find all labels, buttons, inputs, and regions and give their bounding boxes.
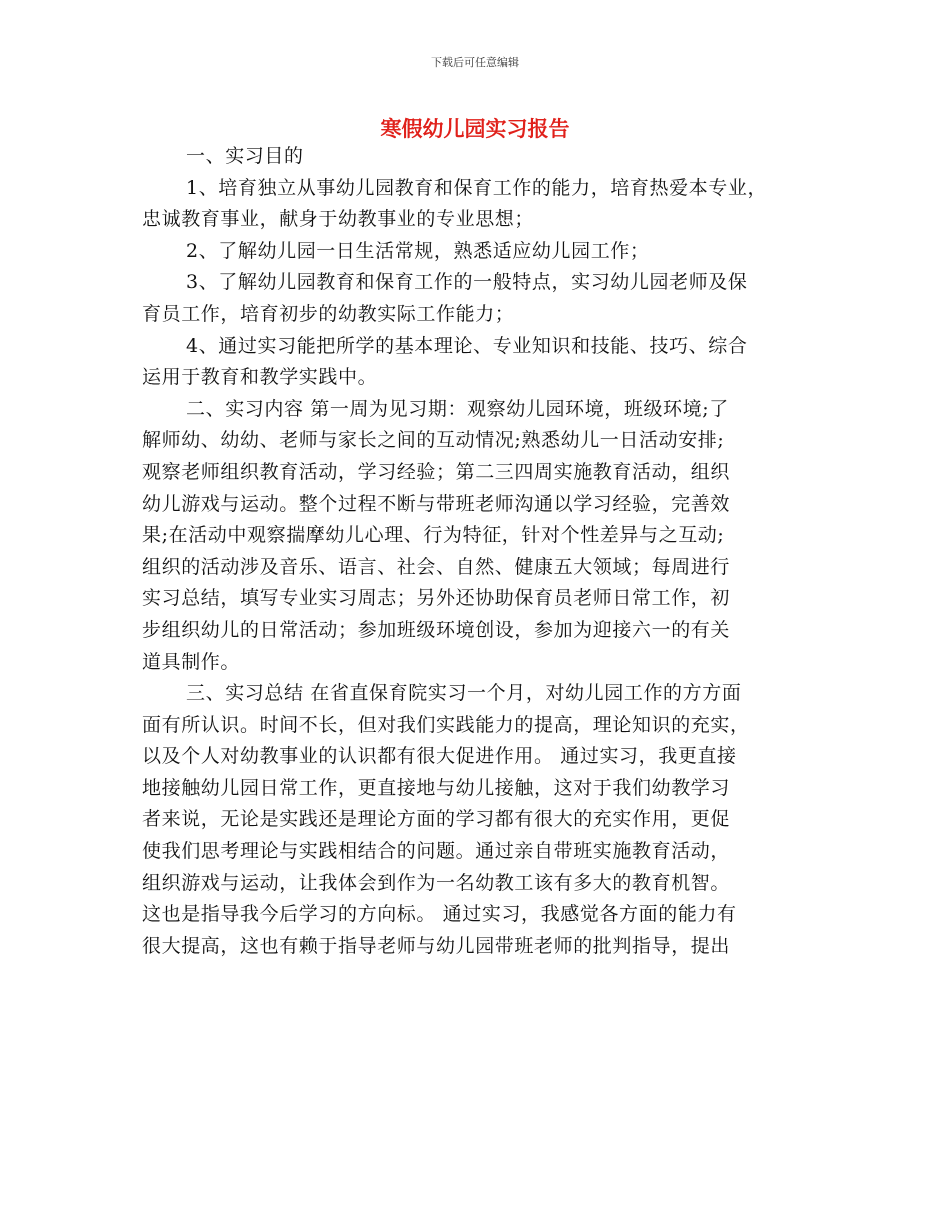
- text-line: 3、了解幼儿园教育和保育工作的一般特点，实习幼儿园老师及保: [186, 271, 748, 294]
- text-line: 忠诚教育事业，献身于幼教事业的专业思想；: [142, 208, 535, 231]
- text-line: 很大提高，这也有赖于指导老师与幼儿园带班老师的批判指导，提出: [142, 934, 731, 957]
- text-line: 面有所认识。时间不长，但对我们实践能力的提高，理论知识的充实，: [142, 713, 750, 736]
- document-body: [142, 141, 810, 962]
- text-line: 这也是指导我今后学习的方向标。 通过实习，我感觉各方面的能力有: [142, 903, 737, 926]
- text-line: 解师幼、幼幼、老师与家长之间的互动情况;熟悉幼儿一日活动安排;: [142, 429, 725, 452]
- text-line: 育员工作，培育初步的幼教实际工作能力；: [142, 302, 515, 325]
- document-title: 寒假幼儿园实习报告: [380, 117, 570, 141]
- text-line: 地接触幼儿园日常工作，更直接地与幼儿接触，这对于我们幼教学习: [142, 776, 731, 799]
- text-line: 使我们思考理论与实践相结合的问题。通过亲自带班实施教育活动，: [142, 840, 731, 863]
- text-line: 4、通过实习能把所学的基本理论、专业知识和技能、技巧、综合: [186, 334, 748, 357]
- header-note: 下载后可任意编辑: [431, 56, 519, 69]
- text-line: 组织游戏与运动，让我体会到作为一名幼教工该有多大的教育机智。: [142, 871, 731, 894]
- text-line: 果;在活动中观察揣摩幼儿心理、行为特征，针对个性差异与之互动;: [142, 524, 725, 547]
- text-line: 组织的活动涉及音乐、语言、社会、自然、健康五大领域；每周进行: [142, 555, 731, 578]
- text-line: 2、了解幼儿园一日生活常规，熟悉适应幼儿园工作；: [186, 239, 650, 262]
- text-line: 道具制作。: [142, 650, 241, 673]
- text-line: 以及个人对幼教事业的认识都有很大促进作用。 通过实习，我更直接: [142, 745, 737, 768]
- text-line: 观察老师组织教育活动，学习经验；第二三四周实施教育活动，组织: [142, 460, 731, 483]
- text-line: 三、实习总结 在省直保育院实习一个月，对幼儿园工作的方方面: [186, 682, 742, 705]
- text-line: 一、实习目的: [186, 145, 304, 167]
- text-line: 1、培育独立从事幼儿园教育和保育工作的能力，培育热爱本专业，: [186, 176, 768, 199]
- text-line: 幼儿游戏与运动。整个过程不断与带班老师沟通以学习经验，完善效: [142, 492, 731, 515]
- text-line: 实习总结，填写专业实习周志；另外还协助保育员老师日常工作，初: [142, 587, 731, 610]
- text-line: 二、实习内容 第一周为见习期：观察幼儿园环境，班级环境;了: [186, 397, 729, 420]
- text-line: 步组织幼儿的日常活动；参加班级环境创设，参加为迎接六一的有关: [142, 618, 731, 641]
- text-line: 运用于教育和教学实践中。: [142, 366, 378, 389]
- text-line: 者来说，无论是实践还是理论方面的学习都有很大的充实作用，更促: [142, 808, 731, 831]
